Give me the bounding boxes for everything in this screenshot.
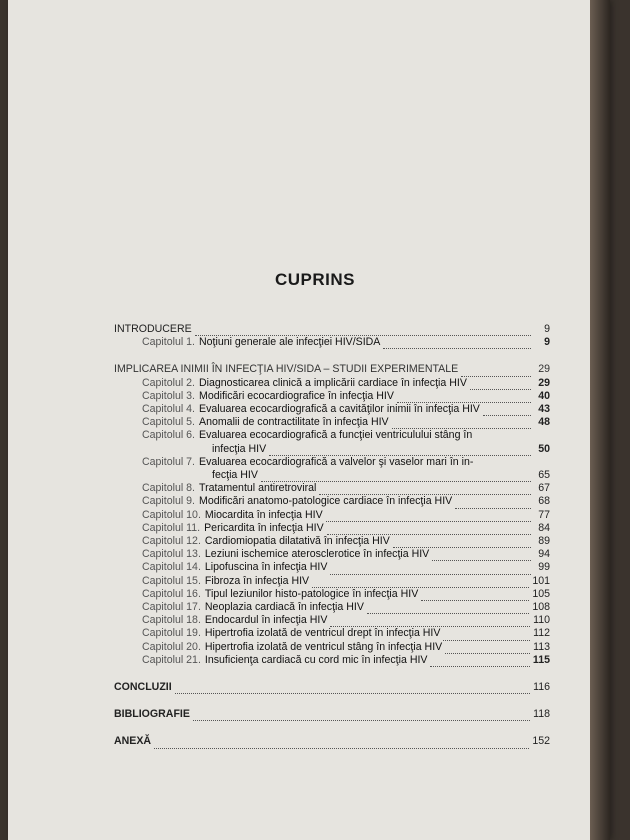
page-number: 99: [538, 561, 550, 574]
toc-entry-chapter-10: [114, 509, 550, 522]
chapter-number: Capitolul 1.: [142, 336, 195, 349]
entry-label: INTRODUCERE: [114, 323, 192, 335]
page-number: 152: [532, 735, 550, 748]
dot-leader: [175, 684, 530, 694]
chapter-number: Capitolul 7.: [142, 455, 195, 468]
dot-leader: [483, 406, 531, 416]
chapter-title-line-1: Evaluarea ecocardiografică a funcţiei ventriculului stâng în: [199, 429, 473, 442]
chapter-number: Capitolul 10.: [142, 508, 201, 521]
dot-leader: [193, 711, 530, 721]
chapter-number: Capitolul 13.: [142, 548, 201, 561]
page-number: 94: [538, 548, 550, 561]
chapter-number: Capitolul 16.: [142, 587, 201, 600]
chapter-title: Fibroza în infecţia HIV: [204, 574, 310, 587]
dot-leader: [470, 380, 531, 390]
page-number: 67: [538, 482, 550, 495]
dot-leader: [261, 472, 531, 482]
chapter-number: Capitolul 18.: [142, 614, 201, 627]
toc-entry-introducere: [114, 323, 550, 336]
page-number: 108: [532, 601, 550, 614]
page-number: 118: [533, 708, 550, 721]
dot-leader: [367, 604, 529, 614]
toc-entry-chapter-20: [114, 641, 550, 654]
toc-entry-chapter-2: [114, 377, 550, 390]
chapter-number: Capitolul 19.: [142, 627, 201, 640]
dot-leader: [392, 419, 531, 429]
chapter-number: Capitolul 20.: [142, 640, 201, 653]
dot-leader: [421, 591, 529, 601]
page-number: 29: [538, 376, 550, 389]
page-number: 9: [544, 323, 550, 335]
chapter-title: Diagnosticarea clinică a implicării cardiace în infecţia HIV: [199, 376, 467, 389]
chapter-number: Capitolul 12.: [142, 535, 201, 548]
chapter-title: Noţiuni generale ale infecţiei HIV/SIDA: [199, 336, 381, 349]
page-number: 65: [538, 469, 550, 482]
chapter-title: Cardiomiopatia dilatativă în infecţia HIV: [204, 535, 390, 548]
chapter-title: Modificări ecocardiografice în infecţia HIV: [199, 389, 394, 402]
dot-leader: [154, 739, 529, 749]
chapter-title: Lipofuscina în infecţia HIV: [204, 561, 328, 574]
dot-leader: [312, 578, 529, 588]
dot-leader: [430, 657, 529, 667]
toc-entry-bibliografie: [114, 708, 550, 721]
dot-leader: [195, 326, 531, 336]
table-of-contents: [114, 323, 550, 749]
chapter-title: Leziuni ischemice aterosclerotice în infecţia HIV: [204, 548, 430, 561]
entry-label: IMPLICAREA INIMII ÎN INFECŢIA HIV/SIDA – STUDII EXPERIMENTALE: [114, 363, 459, 376]
toc-entry-part-implicarea: [114, 363, 550, 376]
dot-leader: [269, 446, 531, 456]
chapter-title: Hipertrofia izolată de ventricul drept în infecţia HIV: [204, 627, 441, 640]
dot-leader: [383, 339, 531, 349]
dot-leader: [327, 525, 531, 535]
page-number: 112: [533, 627, 550, 640]
chapter-number: Capitolul 21.: [142, 653, 201, 666]
book-page: [8, 0, 610, 840]
toc-entry-chapter-14: [114, 561, 550, 574]
toc-entry-chapter-21: [114, 654, 550, 667]
page-number: 113: [533, 640, 550, 653]
toc-entry-chapter-17: [114, 601, 550, 614]
toc-entry-chapter-8: [114, 482, 550, 495]
toc-entry-chapter-16: [114, 588, 550, 601]
dot-leader: [397, 393, 531, 403]
page-number: 101: [532, 574, 550, 587]
toc-entry-chapter-4: [114, 403, 550, 416]
page-number: 89: [538, 535, 550, 548]
chapter-number: Capitolul 11.: [142, 521, 201, 534]
chapter-title: Endocardul în infecţia HIV: [204, 614, 328, 627]
dot-leader: [330, 617, 530, 627]
chapter-title: Hipertrofia izolată de ventricul stâng în infecţia HIV: [204, 640, 443, 653]
chapter-title: Tipul leziunilor histo-patologice în infecţia HIV: [204, 587, 419, 600]
toc-entry-chapter-3: [114, 390, 550, 403]
chapter-title: Pericardita în infecţia HIV: [204, 521, 324, 534]
chapter-number: Capitolul 9.: [142, 495, 195, 508]
chapter-number: Capitolul 4.: [142, 403, 195, 416]
chapter-number: Capitolul 14.: [142, 561, 201, 574]
chapter-number: Capitolul 15.: [142, 574, 201, 587]
dot-leader: [455, 499, 531, 509]
entry-label: ANEXĂ: [114, 735, 152, 748]
chapter-title-line-2: fecţia HIV: [212, 469, 258, 482]
toc-entry-chapter-9: [114, 495, 550, 508]
chapter-number: Capitolul 2.: [142, 376, 195, 389]
toc-entry-chapter-11: [114, 522, 550, 535]
page-number: 110: [533, 614, 550, 627]
toc-entry-chapter-6: [114, 429, 550, 455]
toc-entry-chapter-1: [114, 336, 550, 349]
chapter-title: Anomalii de contractilitate în infecţia HIV: [199, 416, 389, 429]
dot-leader: [393, 538, 531, 548]
dot-leader: [330, 565, 531, 575]
page-number: 68: [538, 495, 550, 508]
dot-leader: [443, 631, 530, 641]
page-number: 48: [538, 416, 550, 429]
toc-entry-chapter-5: [114, 416, 550, 429]
chapter-title-line-1: Evaluarea ecocardiografică a valvelor şi vaselor mari în in-: [199, 455, 474, 468]
chapter-number: Capitolul 6.: [142, 429, 195, 442]
page-number: 50: [538, 442, 550, 455]
page-title: CUPRINS: [274, 270, 355, 289]
page-number: 105: [532, 587, 550, 600]
page-number: 84: [538, 521, 550, 534]
book-spine-shadow: [590, 0, 610, 840]
chapter-title: Miocardita în infecţia HIV: [204, 508, 323, 521]
page-number: 77: [538, 508, 550, 521]
entry-label: CONCLUZII: [114, 681, 172, 694]
dot-leader: [326, 512, 531, 522]
entry-label: BIBLIOGRAFIE: [114, 708, 190, 721]
page-number: 29: [538, 363, 550, 376]
chapter-number: Capitolul 8.: [142, 482, 195, 495]
toc-entry-concluzii: [114, 681, 550, 694]
toc-entry-anexa: [114, 735, 550, 748]
chapter-number: Capitolul 17.: [142, 601, 201, 614]
chapter-title: Insuficienţa cardiacă cu cord mic în infecţia HIV: [204, 653, 428, 666]
page-number: 40: [538, 389, 550, 402]
toc-entry-chapter-13: [114, 548, 550, 561]
chapter-number: Capitolul 5.: [142, 416, 195, 429]
page-number: 115: [532, 653, 550, 666]
toc-entry-chapter-7: [114, 456, 550, 482]
chapter-title: Modificări anatomo-patologice cardiace în infecţia HIV: [199, 495, 453, 508]
page-number: 9: [544, 336, 550, 349]
chapter-number: Capitolul 3.: [142, 389, 195, 402]
chapter-title: Evaluarea ecocardiografică a cavităţilor inimii în infecţia HIV: [199, 403, 480, 416]
chapter-title-line-2: infecţia HIV: [212, 442, 267, 455]
toc-entry-chapter-18: [114, 614, 550, 627]
toc-entry-chapter-19: [114, 627, 550, 640]
chapter-title: Tratamentul antiretroviral: [199, 482, 317, 495]
toc-entry-chapter-15: [114, 575, 550, 588]
page-number: 116: [533, 681, 550, 694]
chapter-title: Neoplazia cardiacă în infecţia HIV: [204, 601, 364, 614]
dot-leader: [319, 485, 531, 495]
page-number: 43: [538, 403, 550, 416]
toc-entry-chapter-12: [114, 535, 550, 548]
dot-leader: [461, 367, 531, 377]
dot-leader: [445, 644, 530, 654]
dot-leader: [432, 551, 531, 561]
